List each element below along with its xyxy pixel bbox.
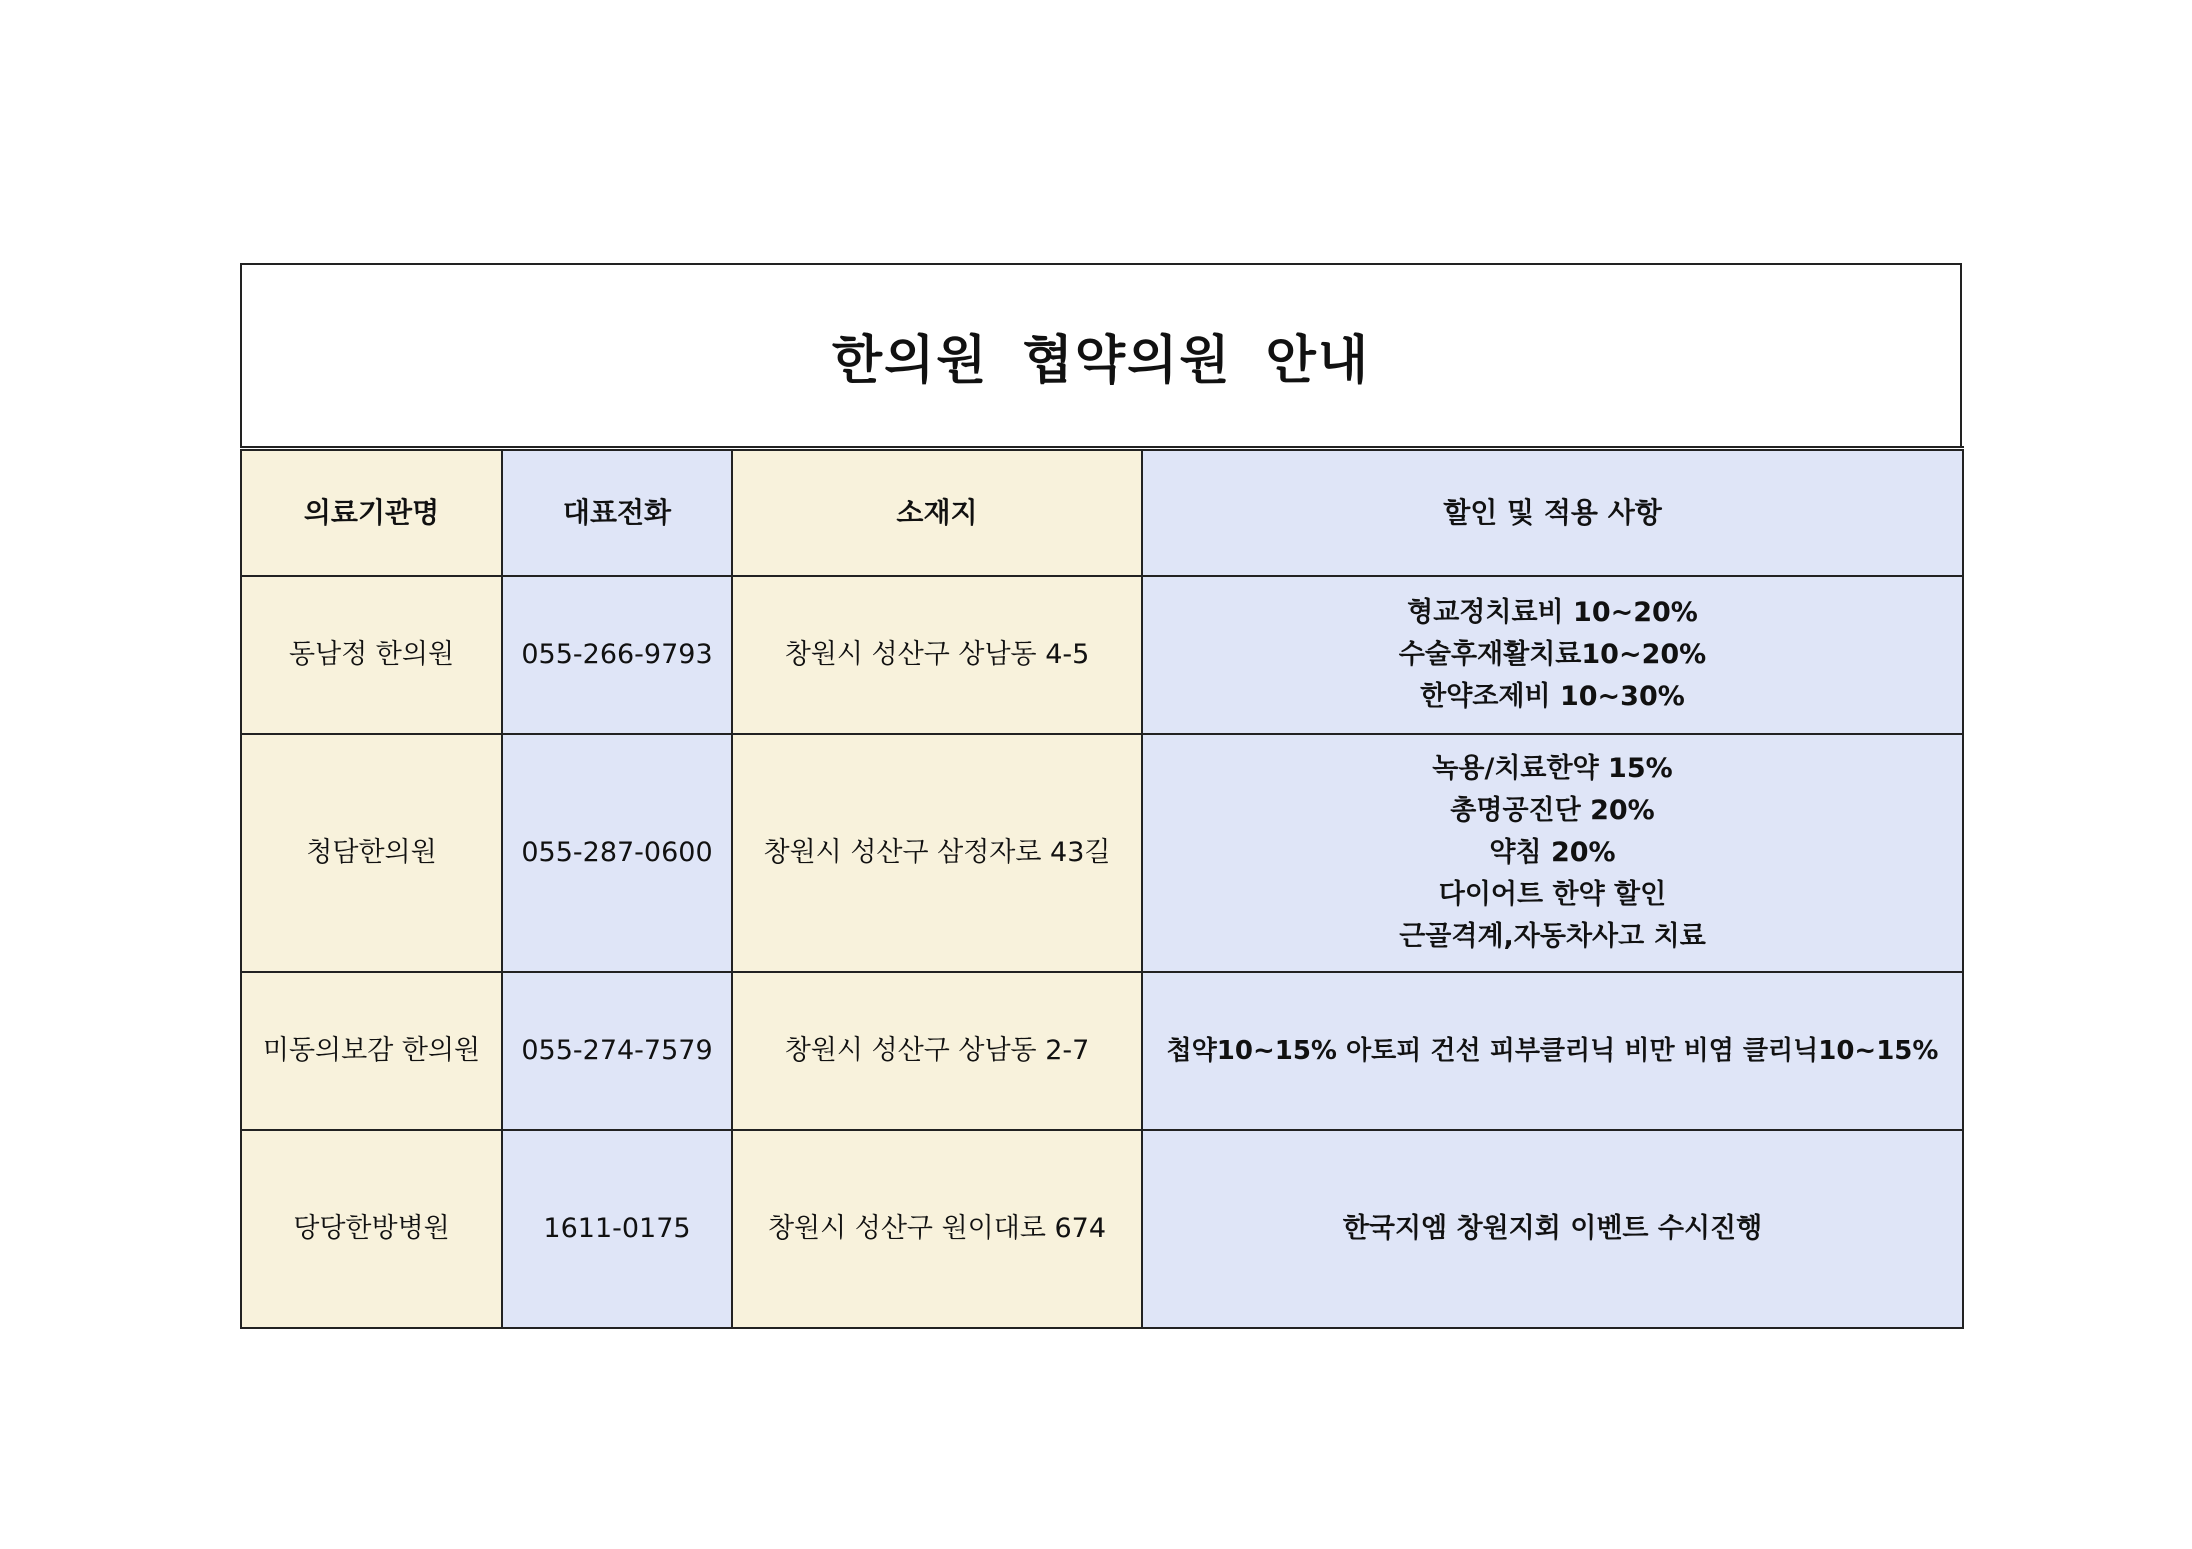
title-box: [240, 263, 1962, 446]
clinic-benefits: [1142, 972, 1963, 1130]
benefit-line: 한약조제비 10~30%: [1420, 680, 1685, 712]
benefit-line: 녹용/치료한약 15%: [1432, 752, 1673, 784]
benefit-line: 다이어트 한약 할인: [1438, 878, 1667, 910]
document-sheet: [240, 263, 1962, 1329]
table-header-row: [241, 449, 1963, 576]
benefit-line: 총명공진단 20%: [1450, 794, 1655, 826]
clinic-phone: 055-266-9793: [502, 576, 732, 734]
page-title: 한의원 협약의원 안내: [831, 331, 1371, 391]
clinic-address: 창원시 성산구 상남동 4-5: [732, 576, 1142, 734]
clinic-name: 당당한방병원: [241, 1130, 502, 1328]
clinic-phone: 055-287-0600: [502, 734, 732, 972]
clinic-name: 동남정 한의원: [241, 576, 502, 734]
clinic-address: 창원시 성산구 원이대로 674: [732, 1130, 1142, 1328]
table-row: [241, 576, 1963, 734]
clinic-benefits: [1142, 576, 1963, 734]
header-phone: 대표전화: [502, 449, 732, 576]
clinic-phone: 1611-0175: [502, 1130, 732, 1328]
table-row: [241, 734, 1963, 972]
benefit-line: 첩약10~15% 아토피 건선 피부클리닉 비만 비염 클리닉10~15%: [1166, 1035, 1939, 1066]
benefit-line: 형교정치료비 10~20%: [1407, 596, 1698, 628]
benefit-line: 한국지엠 창원지회 이벤트 수시진행: [1342, 1212, 1763, 1244]
header-address: 소재지: [732, 449, 1142, 576]
clinic-benefits: [1142, 1130, 1963, 1328]
clinic-name: 미동의보감 한의원: [241, 972, 502, 1130]
table-row: [241, 1130, 1963, 1328]
header-benefits: 할인 및 적용 사항: [1142, 449, 1963, 576]
header-name: 의료기관명: [241, 449, 502, 576]
benefit-line: 약침 20%: [1489, 836, 1616, 868]
benefit-line: 근골격계,자동차사고 치료: [1399, 920, 1706, 952]
benefit-line: 수술후재활치료10~20%: [1398, 638, 1707, 670]
clinic-benefits: [1142, 734, 1963, 972]
clinic-table: [240, 446, 1964, 1329]
clinic-address: 창원시 성산구 상남동 2-7: [732, 972, 1142, 1130]
table-row: [241, 972, 1963, 1130]
clinic-phone: 055-274-7579: [502, 972, 732, 1130]
clinic-address: 창원시 성산구 삼정자로 43길: [732, 734, 1142, 972]
clinic-name: 청담한의원: [241, 734, 502, 972]
